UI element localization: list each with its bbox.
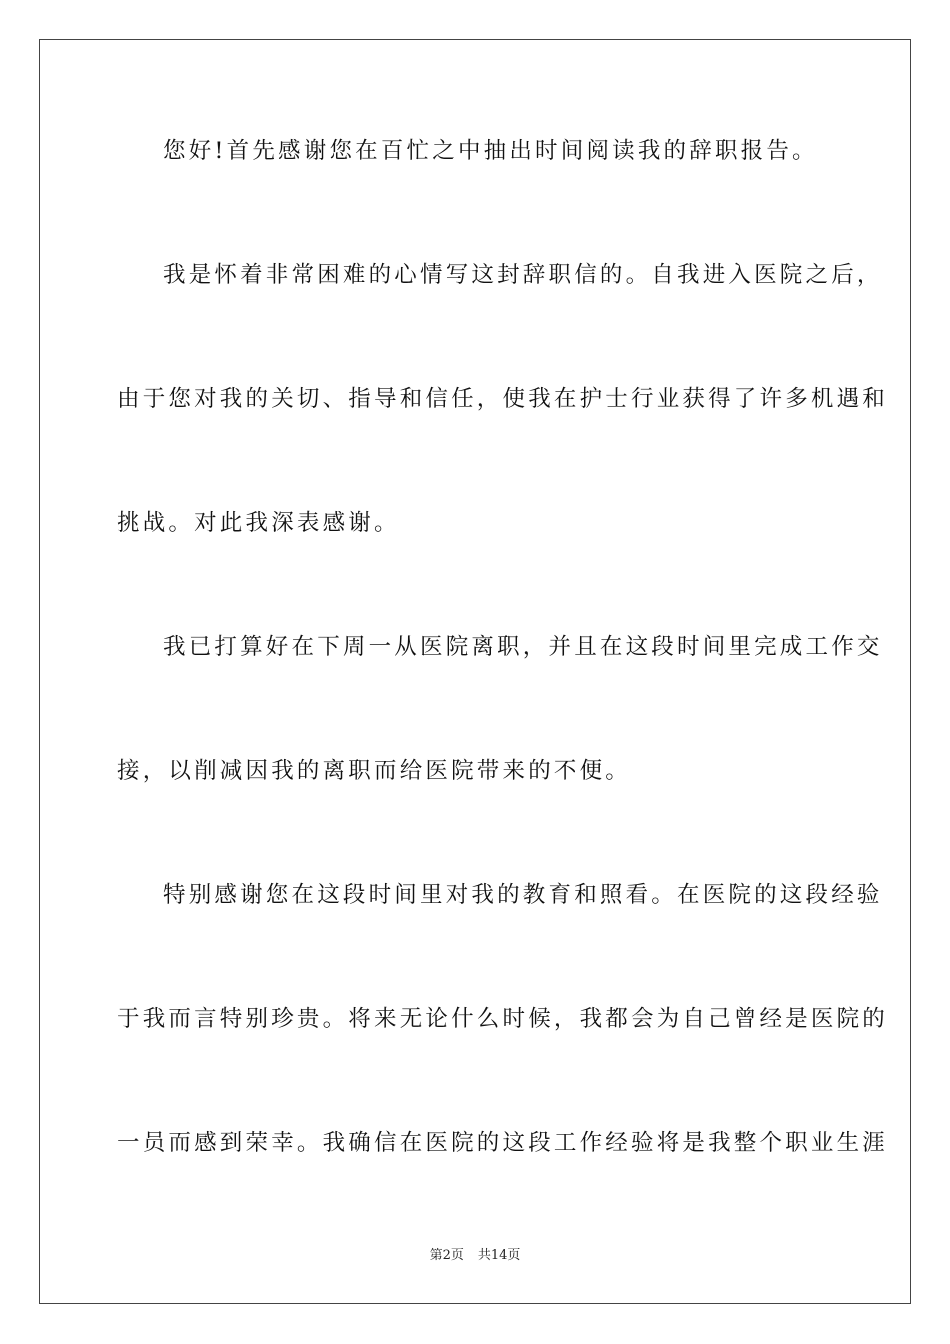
paragraph-line: 由于您对我的关切、指导和信任，使我在护士行业获得了许多机遇和 — [117, 386, 889, 412]
page-number: 第2页 — [429, 1248, 464, 1263]
paragraph-line: 我已打算好在下周一从医院离职，并且在这段时间里完成工作交 — [163, 634, 883, 660]
page-frame — [39, 39, 911, 1304]
page-footer — [0, 1247, 950, 1265]
paragraph-line: 挑战。对此我深表感谢。 — [117, 510, 400, 536]
page-total: 共14页 — [477, 1248, 521, 1263]
paragraph-line: 一员而感到荣幸。我确信在医院的这段工作经验将是我整个职业生涯 — [117, 1130, 889, 1156]
paragraph-line: 您好!首先感谢您在百忙之中抽出时间阅读我的辞职报告。 — [163, 138, 818, 164]
paragraph-line: 我是怀着非常困难的心情写这封辞职信的。自我进入医院之后， — [163, 262, 883, 288]
paragraph-line: 特别感谢您在这段时间里对我的教育和照看。在医院的这段经验 — [163, 882, 883, 908]
paragraph-line: 于我而言特别珍贵。将来无论什么时候，我都会为自己曾经是医院的 — [117, 1006, 889, 1032]
paragraph-line: 接，以削减因我的离职而给医院带来的不便。 — [117, 758, 632, 784]
